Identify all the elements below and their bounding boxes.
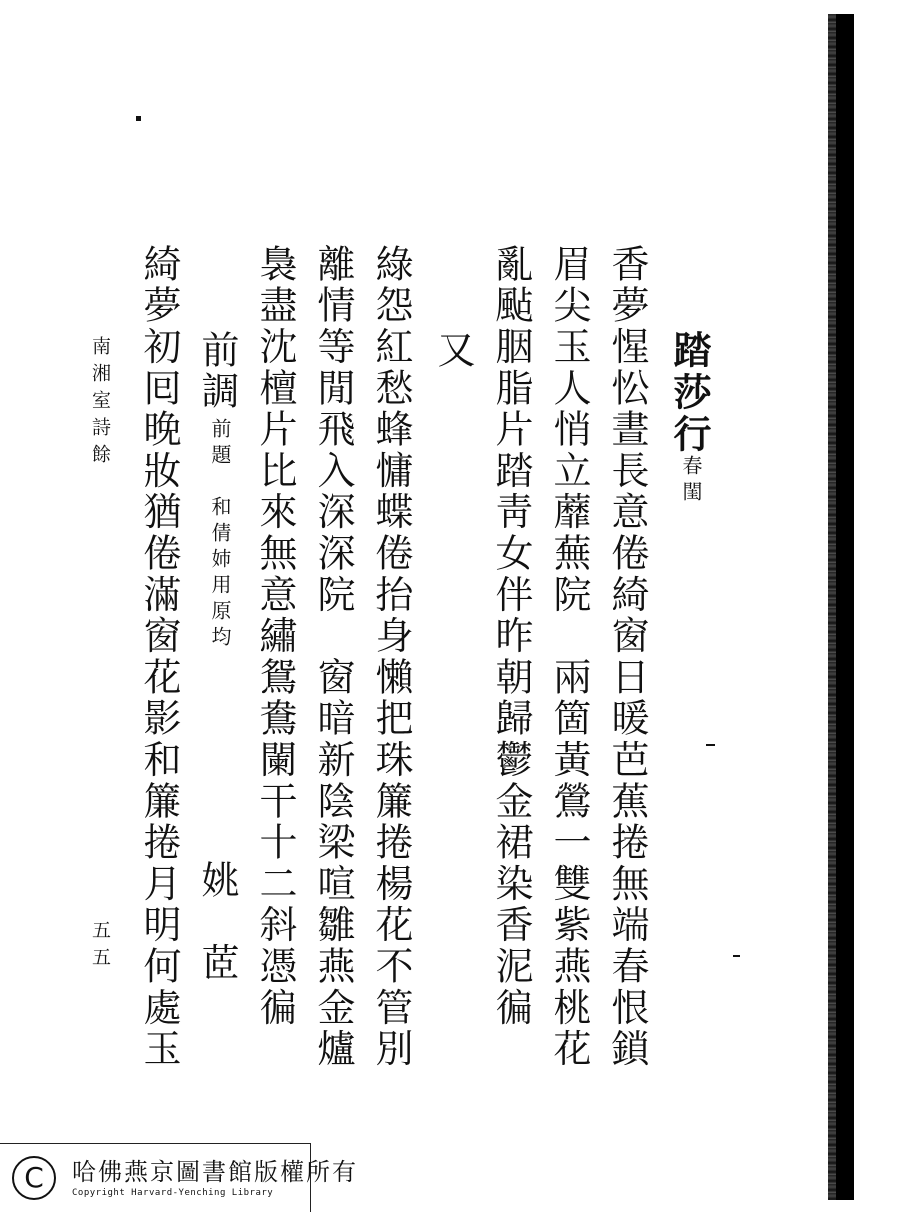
page-number: 五五 <box>89 920 111 974</box>
second-line-1: 綠怨紅愁蜂慵蝶倦抬身懶把珠簾捲楊花不管別 <box>369 244 413 1070</box>
poem-line-3: 亂颭胭脂片踏靑女伴昨朝歸鬱金裙染香泥徧 <box>489 244 533 1029</box>
poem-line-2: 眉尖玉人悄立蘼蕪院 兩箇黃鶯一雙紫燕桃花 <box>547 244 591 1070</box>
binding-shadow <box>836 14 854 1200</box>
poem-subtitle: 春閨 <box>679 455 703 507</box>
poem-title: 踏莎行 <box>667 330 712 456</box>
copyright-icon: C <box>12 1156 56 1200</box>
third-line-1: 綺夢初囘晚妝猶倦滿窗花影和簾捲月明何處玉 <box>137 244 181 1070</box>
copyright-stamp <box>0 1143 358 1212</box>
poem-line-1: 香夢惺忪晝長意倦綺窗日暖芭蕉捲無端春恨鎖 <box>605 244 649 1070</box>
ink-speck <box>136 116 141 121</box>
ink-speck <box>706 744 715 746</box>
third-author: 姚 茝 <box>195 860 239 984</box>
running-title: 南湘室詩餘 <box>89 336 111 471</box>
copyright-chinese: 哈佛燕京圖書館版權所有 <box>72 1158 358 1186</box>
copyright-english: Copyright Harvard-Yenching Library <box>72 1188 274 1198</box>
third-title: 前調 <box>195 330 239 413</box>
second-line-2: 離情等閒飛入深深院 窗暗新陰梁喧雛燕金爐 <box>311 244 355 1070</box>
ink-speck <box>733 955 740 957</box>
second-line-3: 裊盡沈檀片比來無意繡鴛鴦闌干十二斜憑徧 <box>253 244 297 1029</box>
second-title: 又 <box>431 330 475 372</box>
third-subtitle: 前題 和倩姉用原均 <box>208 418 232 652</box>
